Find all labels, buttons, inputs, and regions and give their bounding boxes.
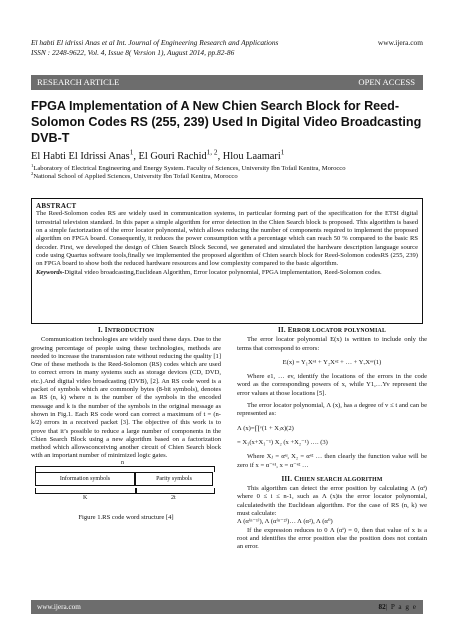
abstract-heading: ABSTRACT <box>36 202 77 210</box>
paper-title: FPGA Implementation of A New Chien Search Block for Reed-Solomon Codes RS (255, 239) Used In Digital Video Broadcasting DVB-T <box>31 99 422 145</box>
figure-caption: Figure 1.RS code word structure [4] <box>78 513 174 521</box>
header-issn: ISSN : 2248-9622, Vol. 4, Issue 8( Version 1), August 2014, pp.82-86 <box>31 48 235 57</box>
running-header <box>31 38 423 58</box>
section-title: RROR LOCATOR POLYNOMIAL <box>292 328 387 334</box>
section-number: II. <box>277 326 286 334</box>
section-title: HIEN SEARCH ALGORITHM <box>299 476 383 483</box>
page-number <box>378 600 417 614</box>
affiliation-text: Laboratory of Electrical Engineering and Energy System. Faculty of Sciences, University Ibn Tofail Kenitra, Morocco <box>33 165 346 172</box>
section-number: III. <box>281 474 293 483</box>
footer-site: www.ijera.com <box>37 603 81 611</box>
affiliations <box>31 162 423 182</box>
affiliation-sup: 2 <box>31 171 34 177</box>
affiliation-sup: 1 <box>31 162 34 168</box>
elp-paragraph: Where e1, … ev, identify the locations of the errors in the code word as the corresponding powers of x, while Y1,…Yv represent the error values at those locations [5]. <box>237 373 427 397</box>
elp-paragraph: Where Xⱼ = αᵉʲ, X₂ = αᵉ² … then clearly the function value will be zero if x = α⁻ᵉ¹, x = α⁻ᵉ² … <box>237 453 427 469</box>
banner-access: OPEN ACCESS <box>358 77 415 87</box>
right-column <box>237 326 427 552</box>
equation-2: Λ (x)=∏ᵛ(1 + Xⱼx)(2) <box>237 424 294 432</box>
chien-paragraph: If the expression reduces to 0 Λ (αⁱ) = 0, then that value of x is a root and identifies the error position else the position does not contain an error. <box>237 526 427 551</box>
equation-3: = X₁(x+X₁⁻¹) X₂ (x +X₂⁻¹) …. (3) <box>237 438 328 446</box>
page-footer <box>31 600 423 614</box>
banner-article-type: RESEARCH ARTICLE <box>37 77 120 87</box>
author-name: Hlou Laamari <box>222 151 281 162</box>
article-type-banner <box>31 75 423 90</box>
rs-codeword-figure <box>31 459 221 514</box>
author-sup: 1 <box>129 148 134 157</box>
section-heading-introduction <box>31 326 221 335</box>
elp-paragraph: The error locator polynomial, Λ (x), has a degree of v ≤ t and can be represented as: <box>237 402 427 418</box>
section-heading-chien <box>237 475 427 484</box>
section-number: I. <box>97 326 103 334</box>
chien-paragraph: This algorithm can detect the error position by calculating Λ (αⁱ) where 0 ≤ i ≤ n-1, such as Λ (x)is the error locator polynomial, calculatedwith the Euclidean algorithm. For the case of RS (n, k) we must calculate: <box>237 485 427 518</box>
abstract-text: The Reed-Solomon codes RS are widely used in communication systems, in particular forming part of the specification for the ETSI digital terrestrial television standard. In this paper a simple algorithm for error detection in the Chien Search block is proposed. This algorithm is based on a simple factorization of the error locator polynomial, which allows reducing the number of components required to implement the proposed algorithm on FPGA board. Consequently, it reduces the power consumption with a percentage which can reach 50 % compared to the basic RS decoder. First, we developed the design of Chien Search Block Second, we generated and simulated the hardware description language source code using Quartus software tools,finally we implemented the proposed algorithm of Chien search block for Reed-Solomon codesRS (255, 239) on FPGA board to show both the reduced hardware resources and low complexity compared to the basic algorithm. <box>36 210 418 268</box>
affiliation-text: National School of Applied Sciences, University Ibn Tofail Kenitra, Morocco <box>33 173 238 181</box>
information-symbols-box: Information symbols <box>35 472 135 486</box>
elp-paragraph: The error locator polynomial E(x) is written to include only the terms that correspond to errors: <box>237 336 427 352</box>
section-heading-error-locator <box>237 326 427 335</box>
parity-symbols-box: Parity symbols <box>135 472 213 486</box>
label-k: K <box>83 494 88 501</box>
page-number-value: 82 <box>378 603 386 611</box>
label-2t: 2t <box>171 494 176 501</box>
chien-equation: Λ (α⁽ⁿ⁻¹⁾), Λ (α⁽ⁿ⁻²⁾)… Λ (α²), Λ (α⁰) <box>237 518 333 526</box>
section-title: NTRODUCTION <box>107 328 155 334</box>
left-column <box>31 326 221 522</box>
author-name: El Gouri Rachid <box>138 151 207 162</box>
keywords-text: Digital video broadcasting,Euclidean Algorithm, Error locator polynomial, FPGA implementation, Reed-Solomon codes. <box>64 268 382 276</box>
affiliation-line <box>31 173 423 181</box>
header-site: www.ijera.com <box>377 38 423 47</box>
author-sup: 1 <box>280 148 285 157</box>
author-sup: 1, 2 <box>206 148 218 157</box>
header-authors: El habti El idrissi Anas et al Int. Journal of Engineering Research and Applications <box>31 38 279 47</box>
section-initial: I <box>104 326 108 334</box>
page-label: | P a g e <box>385 603 417 611</box>
section-initial: E <box>287 326 293 334</box>
author-list: El Habti El Idrissi Anas$^1$, El Gouri Rachid$^{1, 2}$, Hlou Laamari$^1$ <box>31 148 285 162</box>
author-name: El Habti El Idrissi Anas <box>31 151 130 162</box>
label-n: n <box>121 459 124 466</box>
abstract-box <box>31 198 423 324</box>
section-initial: C <box>294 474 300 483</box>
equation-1: E(x) = Y₁Xᵉ¹ + Y₂Xᵉ² + … + YᵥXᵉᵛ(1) <box>282 358 382 366</box>
keywords-label: Keywords- <box>36 268 65 276</box>
keywords <box>36 269 418 277</box>
introduction-paragraph: Communication technologies are widely used these days. Due to the growing percentage of people using these technologies, methods are needed to increase the transmission rate without reducing the quality [1] One of these methods is the Reed-Solomon (RS) codes which are used to correct errors in many systems such as storage devices (CD, DVD, etc.).And digital video broadcasting (DVB), [2]. An RS code word is a packet of symbols which are commonly bytes (8-bit symbols), denotes as RS (n, k) where n is the number of the symbols in the encoded message and k is the number of the symbols in the original message as shown in Fig.1. Each RS code word can correct a maximum of t = (n-k/2) errors in a received packet [3]. The objective of this work is to prove that it’s possible to reduce a large number of components in the Chien Search Block using a new algorithm based on a factorization method which allowsconceiving another circuit of Chien Search block with an important number of minimized logic gates. <box>31 336 221 460</box>
